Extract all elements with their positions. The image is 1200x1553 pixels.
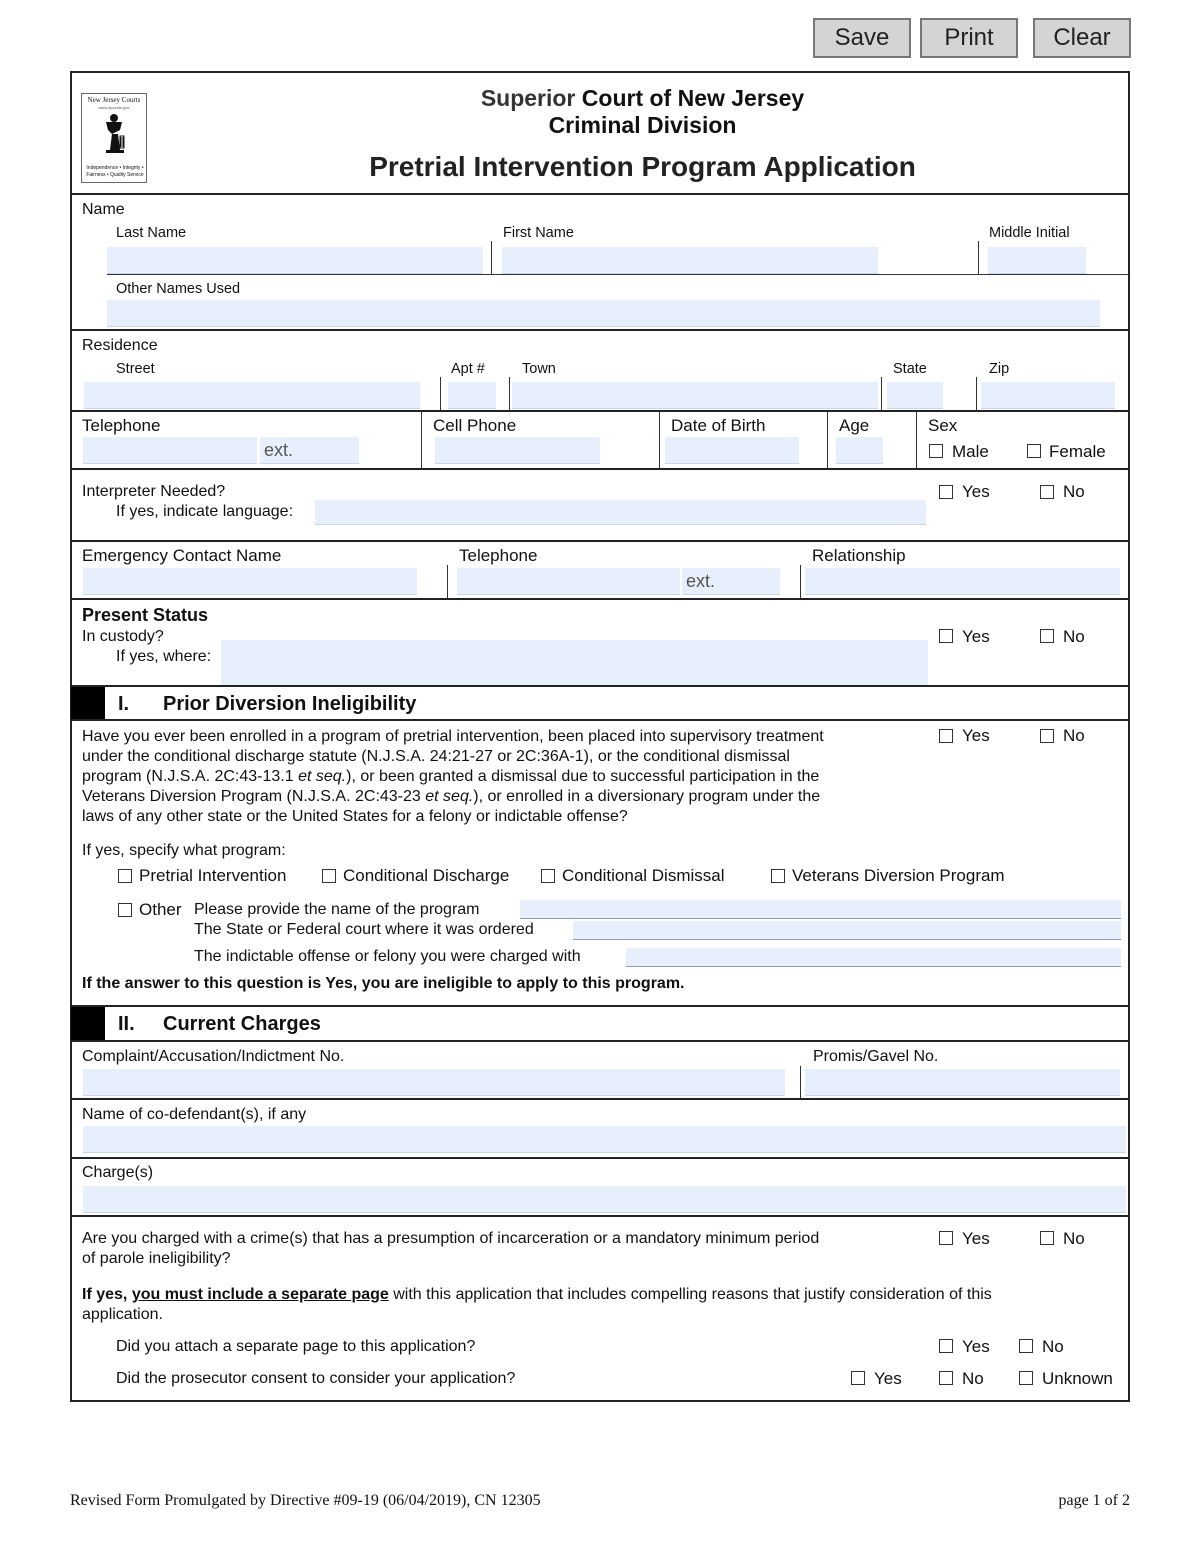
interpreter-no-label: No <box>1063 482 1085 501</box>
consent-yes-label: Yes <box>874 1369 902 1388</box>
presumption-question <box>82 1229 819 1269</box>
page-title: Pretrial Intervention Program Application <box>369 151 916 182</box>
section-2-title: Current Charges <box>163 1013 321 1035</box>
consent-unknown-checkbox[interactable] <box>1019 1371 1033 1385</box>
prior-diversion-question <box>82 727 824 827</box>
court-rest: Court of New Jersey <box>575 85 805 111</box>
consent-yes-checkbox[interactable] <box>851 1371 865 1385</box>
prior-q-line-3b: ), or been granted a dismissal due to successful participation in the <box>346 768 820 785</box>
sex-male-label: Male <box>952 442 989 461</box>
name-heading: Name <box>82 201 125 218</box>
other-program-name-field[interactable] <box>520 900 1121 919</box>
promis-field[interactable] <box>805 1069 1120 1096</box>
complaint-field[interactable] <box>83 1069 785 1096</box>
street-field[interactable] <box>84 382 420 409</box>
dob-label: Date of Birth <box>671 416 766 435</box>
presumption-line-2: of parole ineligibility? <box>82 1250 231 1267</box>
emergency-ext-label: ext. <box>686 571 716 591</box>
other-names-label: Other Names Used <box>116 281 241 297</box>
program-other-checkbox[interactable] <box>118 903 132 917</box>
interpreter-label: Interpreter Needed? <box>82 483 226 500</box>
apt-label: Apt # <box>451 361 485 377</box>
presumption-yes-checkbox[interactable] <box>939 1231 953 1245</box>
program-vdp-checkbox[interactable] <box>771 869 785 883</box>
custody-yes-checkbox[interactable] <box>939 629 953 643</box>
middle-initial-label: Middle Initial <box>989 225 1070 241</box>
separate-page-must: you must include a separate page <box>131 1286 389 1303</box>
prior-q-line-2: under the conditional discharge statute (N.J.S.A. 24:21-27 or 2C:36A-1), or the conditional dismissal <box>82 748 790 765</box>
sex-female-label: Female <box>1049 442 1106 461</box>
codefendant-field[interactable] <box>83 1126 1126 1153</box>
consent-no-checkbox[interactable] <box>939 1371 953 1385</box>
other-program-offense-field[interactable] <box>626 948 1121 967</box>
prior-q-line-4a: Veterans Diversion Program (N.J.S.A. 2C:43-23 <box>82 788 426 805</box>
separate-page-rest: with this application that includes compelling reasons that justify consideration of this <box>388 1286 992 1303</box>
attach-yes-label: Yes <box>962 1337 990 1356</box>
prior-diversion-no-label: No <box>1063 726 1085 745</box>
telephone-label: Telephone <box>82 416 161 435</box>
prior-q-line-5: laws of any other state or the United States for a felony or indictable offense? <box>82 808 628 825</box>
consent-question: Did the prosecutor consent to consider your application? <box>116 1370 516 1387</box>
charges-label: Charge(s) <box>82 1164 154 1181</box>
presumption-no-label: No <box>1063 1229 1085 1248</box>
program-cdm-checkbox[interactable] <box>541 869 555 883</box>
middle-initial-field[interactable] <box>988 247 1086 274</box>
first-name-label: First Name <box>503 225 574 241</box>
custody-no-checkbox[interactable] <box>1040 629 1054 643</box>
sex-label: Sex <box>928 416 958 435</box>
dob-field[interactable] <box>665 437 799 464</box>
prior-q-line-4i: et seq. <box>425 788 474 805</box>
section-1-number: I. <box>118 693 130 715</box>
interpreter-yes-checkbox[interactable] <box>939 485 953 499</box>
logo-motto-text: Independence • Integrity • Fairness • Quality Service <box>86 165 144 178</box>
other-program-court-field[interactable] <box>573 921 1121 940</box>
zip-label: Zip <box>989 361 1010 377</box>
complaint-label: Complaint/Accusation/Indictment No. <box>82 1048 345 1065</box>
custody-where-field[interactable] <box>221 640 928 687</box>
custody-yes-label: Yes <box>962 627 990 646</box>
logo-url-text: www.njcourts.gov <box>98 105 130 110</box>
program-other-label: Other <box>139 900 182 919</box>
presumption-line-1: Are you charged with a crime(s) that has a presumption of incarceration or a mandatory minimum period <box>82 1230 820 1247</box>
prior-q-line-3 <box>82 767 824 787</box>
section-2-marker <box>71 1007 105 1041</box>
telephone-field[interactable] <box>83 437 257 464</box>
other-program-court-label: The State or Federal court where it was ordered <box>194 921 534 938</box>
program-pti-checkbox[interactable] <box>118 869 132 883</box>
prior-q-line-4b: ), or enrolled in a diversionary program under the <box>473 788 821 805</box>
program-cd-checkbox[interactable] <box>322 869 336 883</box>
emergency-name-field[interactable] <box>83 568 417 595</box>
emergency-name-label: Emergency Contact Name <box>82 546 282 565</box>
prior-q-line-1: Have you ever been enrolled in a program of pretrial intervention, been placed into supervisory treatment <box>82 728 824 745</box>
court-name <box>160 84 1125 112</box>
relationship-field[interactable] <box>805 568 1120 595</box>
specify-program-label: If yes, specify what program: <box>82 842 286 859</box>
lady-justice-icon <box>100 112 130 158</box>
other-program-offense-label: The indictable offense or felony you were charged with <box>194 948 581 965</box>
consent-unknown-label: Unknown <box>1042 1369 1113 1388</box>
cell-phone-label: Cell Phone <box>433 416 517 435</box>
prior-diversion-no-checkbox[interactable] <box>1040 729 1054 743</box>
save-button[interactable]: Save <box>813 18 911 58</box>
consent-no-label: No <box>962 1369 984 1388</box>
separate-page-ifyes: If yes, <box>82 1286 132 1303</box>
present-status-heading: Present Status <box>82 605 209 625</box>
program-cdm-label: Conditional Dismissal <box>562 866 725 885</box>
cell-phone-field[interactable] <box>435 437 600 464</box>
footer-revision: Revised Form Promulgated by Directive #09-19 (06/04/2019), CN 12305 <box>70 1492 541 1509</box>
program-cd-label: Conditional Discharge <box>343 866 510 885</box>
last-name-label: Last Name <box>116 225 187 241</box>
interpreter-no-checkbox[interactable] <box>1040 485 1054 499</box>
prior-q-line-3i: et seq. <box>298 768 347 785</box>
footer-page-number: page 1 of 2 <box>1058 1492 1130 1509</box>
division-name: Criminal Division <box>548 112 737 138</box>
state-label: State <box>893 361 927 377</box>
separate-page-line-2: application. <box>82 1306 163 1323</box>
custody-label: In custody? <box>82 628 164 645</box>
interpreter-yes-label: Yes <box>962 482 990 501</box>
custody-no-label: No <box>1063 627 1085 646</box>
other-names-field[interactable] <box>107 300 1100 327</box>
section-2-number: II. <box>118 1013 135 1035</box>
clear-button[interactable]: Clear <box>1033 18 1131 58</box>
emergency-telephone-field[interactable] <box>457 568 680 595</box>
section-1-title: Prior Diversion Ineligibility <box>163 693 417 715</box>
promis-label: Promis/Gavel No. <box>813 1048 939 1065</box>
street-label: Street <box>116 361 155 377</box>
court-superior: Superior <box>480 85 576 111</box>
state-field[interactable] <box>887 382 943 409</box>
program-vdp-label: Veterans Diversion Program <box>792 866 1005 885</box>
town-field[interactable] <box>512 382 878 409</box>
prior-diversion-yes-label: Yes <box>962 726 990 745</box>
emergency-telephone-label: Telephone <box>459 546 538 565</box>
program-pti-label: Pretrial Intervention <box>139 866 287 885</box>
print-button[interactable]: Print <box>920 18 1018 58</box>
separate-page-line-1 <box>82 1285 1112 1305</box>
custody-where-label: If yes, where: <box>116 648 212 665</box>
prior-diversion-yes-checkbox[interactable] <box>939 729 953 743</box>
prior-q-line-3a: program (N.J.S.A. 2C:43-13.1 <box>82 768 299 785</box>
apt-field[interactable] <box>448 382 496 409</box>
ineligible-warning: If the answer to this question is Yes, you are ineligible to apply to this program. <box>82 975 685 992</box>
language-label: If yes, indicate language: <box>116 503 294 520</box>
separate-page-instruction <box>82 1285 1112 1325</box>
sex-female-checkbox[interactable] <box>1027 444 1041 458</box>
attach-no-checkbox[interactable] <box>1019 1339 1033 1353</box>
prior-q-line-4 <box>82 787 824 807</box>
section-1-header <box>71 687 1129 721</box>
relationship-label: Relationship <box>812 546 906 565</box>
attach-question: Did you attach a separate page to this application? <box>116 1338 476 1355</box>
age-label: Age <box>839 416 870 435</box>
residence-heading: Residence <box>82 337 158 354</box>
section-2-header <box>71 1007 1129 1041</box>
zip-field[interactable] <box>981 382 1115 409</box>
first-name-field[interactable] <box>502 247 878 274</box>
presumption-no-checkbox[interactable] <box>1040 1231 1054 1245</box>
attach-no-label: No <box>1042 1337 1064 1356</box>
last-name-field[interactable] <box>107 247 483 274</box>
codefendant-label: Name of co-defendant(s), if any <box>82 1106 307 1123</box>
age-field[interactable] <box>836 437 883 464</box>
town-label: Town <box>522 361 556 377</box>
section-1-marker <box>71 687 105 721</box>
logo-top-text: New Jersey Courts <box>87 96 141 104</box>
sex-male-checkbox[interactable] <box>929 444 943 458</box>
court-logo <box>81 93 147 183</box>
presumption-yes-label: Yes <box>962 1229 990 1248</box>
attach-yes-checkbox[interactable] <box>939 1339 953 1353</box>
language-field[interactable] <box>315 500 926 525</box>
other-program-name-label: Please provide the name of the program <box>194 901 480 918</box>
telephone-ext-label: ext. <box>264 440 294 460</box>
charges-field[interactable] <box>83 1186 1126 1213</box>
